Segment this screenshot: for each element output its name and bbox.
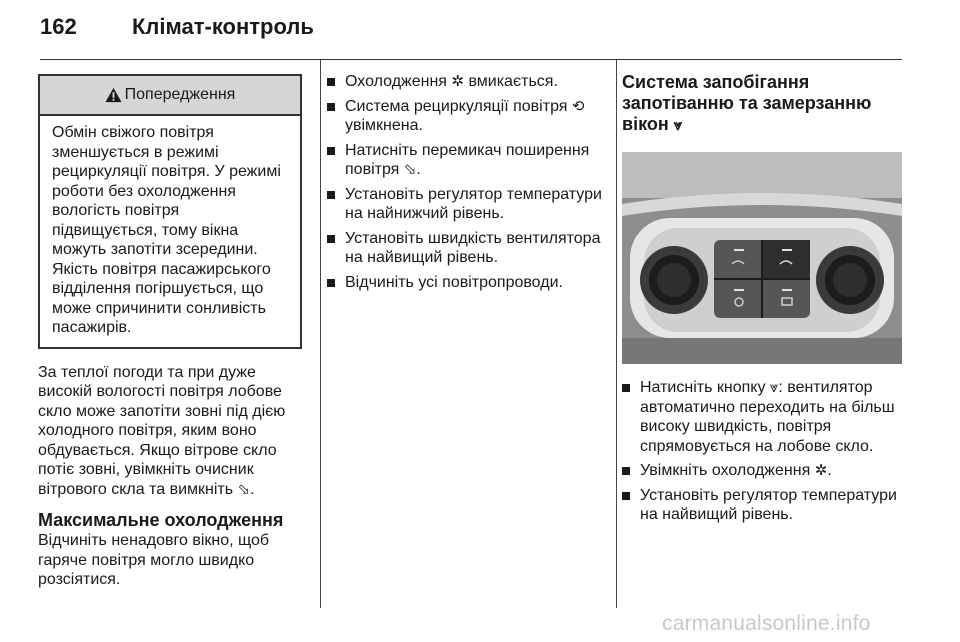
list-item: Охолодження ✲ вмикається. [327,72,607,92]
warning-header [40,76,300,116]
air-distribution-icon: ⬂ [403,160,417,178]
middle-column [327,72,607,297]
air-distribution-icon: ⬂ [237,479,251,498]
windscreen-defrost-icon: ⩔ [769,378,779,396]
warning-body: Обмін свіжого повітря зменшується в режимі рециркуляції повітря. У режимі роботи без охолодження вологість повітря підвищується, тому вікна можуть запотіти зсередини. Якість повітря пасажирського відділення погіршується, що може спричинити сонливість пасажирів. [52,124,281,336]
warning-triangle-icon [105,87,122,103]
column-divider [616,60,617,608]
left-column [38,72,302,590]
list-item: Установіть швидкість вентилятора на найвищий рівень. [327,229,607,268]
list-item: Натисніть кнопку ⩔: вентилятор автоматично переходить на більш високу швидкість, повітря спрямовується на лобове скло. [622,378,904,456]
snowflake-icon: ✲ [814,461,828,479]
page-header [40,14,314,54]
defog-section-title: Система запобігання запотіванню та замерзанню вікон ⩔ [622,72,872,134]
snowflake-icon: ✲ [451,72,464,90]
warning-heading: Попередження [124,86,236,104]
windscreen-defrost-icon: ⩔ [673,116,683,134]
paragraph-end: . [250,480,255,498]
list-item: Відчиніть усі повітропроводи. [327,273,607,293]
list-item: Установіть регулятор температури на найвищий рівень. [622,486,904,525]
watermark: carmanualsonline.info [662,612,871,635]
right-column [622,72,904,530]
warning-box [38,74,302,349]
list-item: Система рециркуляції повітря ⟲ увімкнена. [327,97,607,136]
paragraph-text: За теплої погоди та при дуже високій вологості повітря лобове скло може запотіти зовні під дією холодного повітря, яким воно обдувається. Якщо вітрове скло потіє зовні, увімкніть очисник вітрового скла та вимкніть [38,363,286,498]
defog-steps-list [622,378,904,525]
page-title: Клімат-контроль [132,14,314,39]
list-item: Установіть регулятор температури на найнижчий рівень. [327,185,607,224]
header-divider [40,59,902,60]
cooling-steps-list [327,72,607,292]
fogging-paragraph [38,363,302,500]
page-number: 162 [40,14,77,39]
max-cooling-heading: Максимальне охолодження [38,510,284,530]
climate-control-panel-photo [622,152,902,364]
column-divider [320,60,321,608]
max-cooling-text: Відчиніть ненадовго вікно, щоб гаряче повітря могло швидко розсіятися. [38,532,270,588]
list-item: Увімкніть охолодження ✲. [622,461,904,481]
list-item: Натисніть перемикач поширення повітря ⬂. [327,141,607,180]
recirculation-icon: ⟲ [571,96,585,115]
